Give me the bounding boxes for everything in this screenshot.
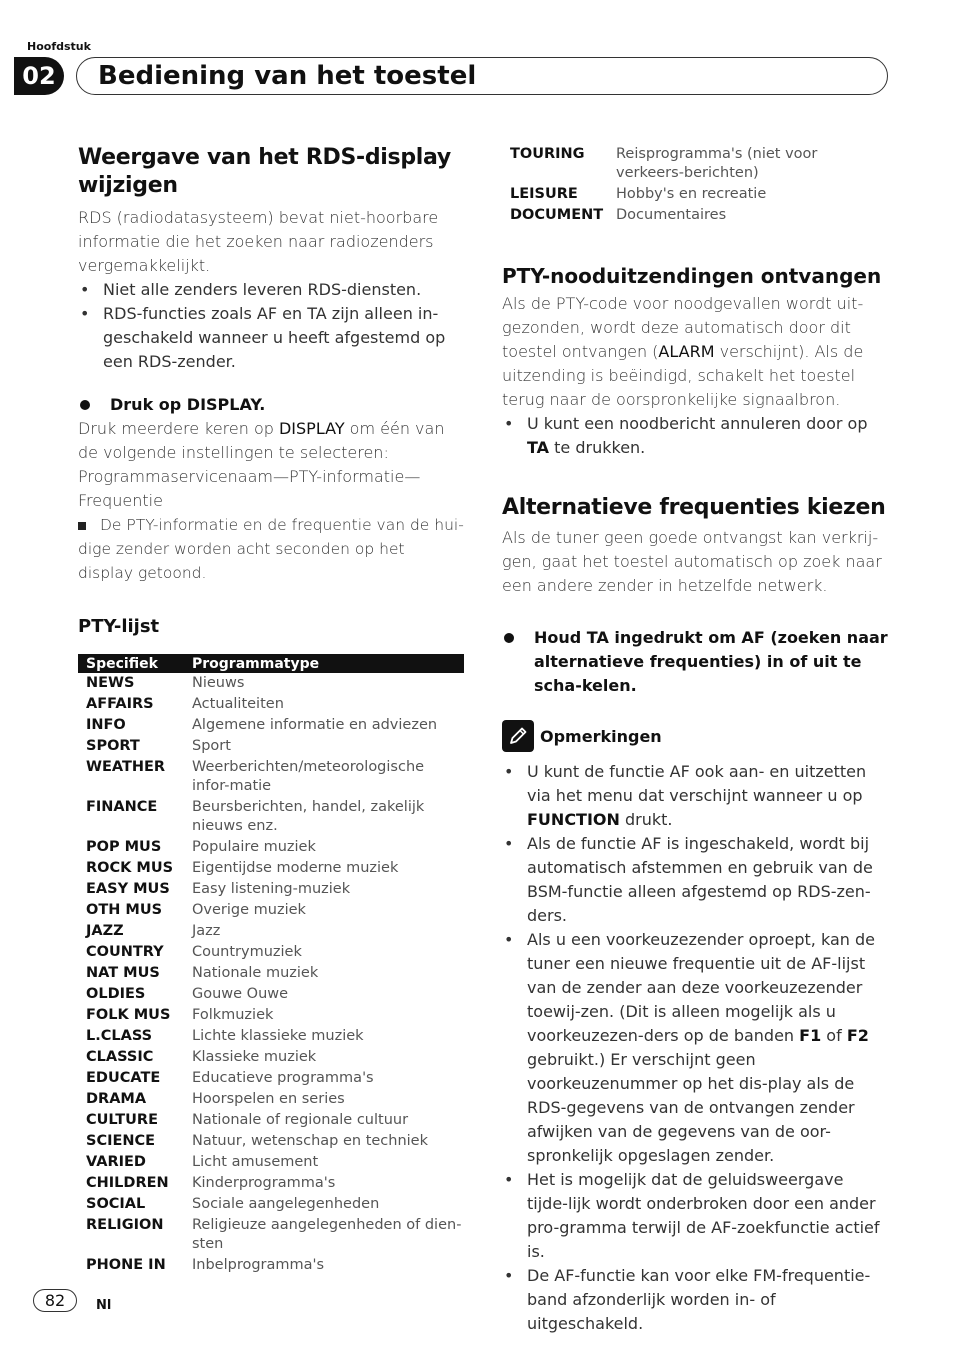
pty-description: Countrymuziek xyxy=(192,944,302,960)
bullet-icon: • xyxy=(504,1170,514,1189)
chapter-label: Hoofdstuk xyxy=(27,40,91,53)
table-row xyxy=(78,736,464,757)
pty-code: SOCIAL xyxy=(86,1196,146,1212)
pty-code: POP MUS xyxy=(86,839,162,855)
list-item: • Als de functie AF is ingeschakeld, wordt bij automatisch afstemmen en gebruik van de BSM-functie alleen afgestemd op RDS-zen-ders. xyxy=(504,834,873,925)
pty-code: WEATHER xyxy=(86,759,166,775)
bullet-icon: • xyxy=(80,280,90,299)
table-row xyxy=(78,1005,464,1026)
pty-code: JAZZ xyxy=(86,923,124,939)
section-heading-pty-alarm: PTY-nooduitzendingen ontvangen xyxy=(502,264,882,288)
table-row xyxy=(78,963,464,984)
pty-code: LEISURE xyxy=(510,186,578,202)
pty-code: FOLK MUS xyxy=(86,1007,171,1023)
table-row xyxy=(78,694,464,715)
table-header-row xyxy=(78,654,464,673)
step-press-display: Druk op DISPLAY. xyxy=(78,393,464,417)
table-row xyxy=(78,837,464,858)
table-row xyxy=(78,1089,464,1110)
pty-description: Hoorspelen en series xyxy=(192,1091,345,1107)
list-item: • U kunt de functie AF ook aan- en uitzetten via het menu dat verschijnt wanneer u op FUNCTION drukt. xyxy=(504,762,867,829)
bullet-icon: • xyxy=(504,414,514,433)
pty-code: OLDIES xyxy=(86,986,146,1002)
pty-code: COUNTRY xyxy=(86,944,164,960)
table-row xyxy=(78,1026,464,1047)
pty-code: DRAMA xyxy=(86,1091,147,1107)
notes-list xyxy=(502,760,888,1336)
bullet-icon: • xyxy=(504,762,514,781)
column-header-programmatype: Programmatype xyxy=(184,654,464,673)
section-heading-rds-display: Weergave van het RDS-display wijzigen xyxy=(78,145,451,198)
table-row xyxy=(78,1255,464,1276)
pty-description: Weerberichten/meteorologische infor-matie xyxy=(192,759,425,794)
table-row xyxy=(78,757,464,797)
pty-description: Documentaires xyxy=(616,207,727,223)
bullet-icon: • xyxy=(504,930,514,949)
list-item: • Als u een voorkeuzezender oproept, kan de tuner een nieuwe frequentie uit de AF-lijst van de zender aan deze voorkeuzezender toewij-zen. (Dit is alleen mogelijk als u voorkeuzezen-ders op de banden F1 of F2 gebruikt.) Er verschijnt geen voorkeuzenummer op het dis-play als de RDS-gegevens van de ontvangen zender afwijken van de gegevens van de oor-spronkelijk opgeslagen zender. xyxy=(504,930,875,1165)
pty-code: ROCK MUS xyxy=(86,860,174,876)
pty-description: Gouwe Ouwe xyxy=(192,986,289,1002)
table-row xyxy=(78,1131,464,1152)
pty-description: Jazz xyxy=(192,923,221,939)
pty-description: Natuur, wetenschap en techniek xyxy=(192,1133,428,1149)
pty-description: Nationale of regionale cultuur xyxy=(192,1112,409,1128)
notes-header: Opmerkingen xyxy=(502,720,888,752)
table-row xyxy=(78,1068,464,1089)
pty-description: Sport xyxy=(192,738,231,754)
table-row xyxy=(78,879,464,900)
pty-description: Populaire muziek xyxy=(192,839,316,855)
pty-description: Religieuze aangelegenheden of dien-sten xyxy=(192,1217,462,1252)
pty-description: Kinderprogramma's xyxy=(192,1175,336,1191)
pty-code: AFFAIRS xyxy=(86,696,154,712)
pty-description: Actualiteiten xyxy=(192,696,284,712)
list-item: • Het is mogelijk dat de geluidsweergave tijde-lijk wordt onderbroken door een ander pro-gramma terwijl de AF-zoekfunctie actief is. xyxy=(504,1170,880,1261)
pty-code: EDUCATE xyxy=(86,1070,161,1086)
pty-code: CHILDREN xyxy=(86,1175,169,1191)
list-item: • RDS-functies zoals AF en TA zijn alleen in-geschakeld wanneer u heeft afgestemd op een RDS-zender. xyxy=(80,304,446,371)
pty-code: VARIED xyxy=(86,1154,146,1170)
table-row xyxy=(78,921,464,942)
pty-description: Overige muziek xyxy=(192,902,306,918)
pty-code: SCIENCE xyxy=(86,1133,156,1149)
left-column xyxy=(78,142,464,1276)
pty-description: Beursberichten, handel, zakelijk nieuws enz. xyxy=(192,799,425,834)
list-item: • U kunt een noodbericht annuleren door op TA te drukken. xyxy=(504,414,868,457)
pencil-icon xyxy=(502,720,534,752)
pty-description: Hobby's en recreatie xyxy=(616,186,767,202)
table-row xyxy=(78,942,464,963)
display-note: De PTY-informatie en de frequentie van de hui-dige zender worden acht seconden op het display getoond. xyxy=(78,516,464,582)
table-row xyxy=(78,715,464,736)
right-column xyxy=(502,142,888,1336)
pty-code: INFO xyxy=(86,717,126,733)
pty-code: TOURING xyxy=(510,146,585,162)
table-row xyxy=(78,673,464,694)
pty-table-continued xyxy=(502,144,888,226)
table-row xyxy=(78,984,464,1005)
pty-description: Nieuws xyxy=(192,675,245,691)
pty-table xyxy=(78,654,464,1276)
pty-code: RELIGION xyxy=(86,1217,164,1233)
pty-description: Klassieke muziek xyxy=(192,1049,317,1065)
pty-code: NAT MUS xyxy=(86,965,160,981)
chapter-title: Bediening van het toestel xyxy=(98,61,477,91)
pty-code: SPORT xyxy=(86,738,140,754)
table-row xyxy=(502,144,888,184)
pty-description: Sociale aangelegenheden xyxy=(192,1196,380,1212)
pty-code: FINANCE xyxy=(86,799,158,815)
pty-description: Licht amusement xyxy=(192,1154,319,1170)
section-heading-af: Alternatieve frequenties kiezen xyxy=(502,495,886,520)
language-code: Nl xyxy=(96,1298,112,1313)
table-row xyxy=(78,1110,464,1131)
list-item: • De AF-functie kan voor elke FM-frequentie-band afzonderlijk worden in- of uitgeschakeld. xyxy=(504,1266,871,1333)
pty-code: OTH MUS xyxy=(86,902,163,918)
bullet-icon: • xyxy=(80,304,90,323)
page-number: 82 xyxy=(33,1289,77,1312)
pty-description: Inbelprogramma's xyxy=(192,1257,325,1273)
pty-code: CLASSIC xyxy=(86,1049,154,1065)
table-row xyxy=(78,1194,464,1215)
note-square-icon xyxy=(78,522,86,530)
table-row xyxy=(78,797,464,837)
table-row xyxy=(78,1047,464,1068)
table-row xyxy=(502,184,888,205)
table-row xyxy=(78,1215,464,1255)
chapter-number: 02 xyxy=(14,57,64,95)
step-bullet-icon xyxy=(504,633,514,643)
pty-description: Eigentijdse moderne muziek xyxy=(192,860,399,876)
alarm-description: Als de PTY-code voor noodgevallen wordt uit-gezonden, wordt deze automatisch door dit toestel ontvangen (ALARM verschijnt). Als de uitzending is beëindigd, schakelt het toestel terug naar de oorspronkelijke signaalbron. xyxy=(502,294,864,409)
table-row xyxy=(78,1173,464,1194)
af-description: Als de tuner geen goede ontvangst kan verkrij-gen, gaat het toestel automatisch op zoek naar een andere zender in hetzelfde netwerk. xyxy=(502,528,882,595)
pty-code: PHONE IN xyxy=(86,1257,166,1273)
step-bullet-icon xyxy=(80,400,90,410)
pty-description: Nationale muziek xyxy=(192,965,319,981)
pty-description: Folkmuziek xyxy=(192,1007,274,1023)
pty-description: Lichte klassieke muziek xyxy=(192,1028,364,1044)
table-row xyxy=(78,1152,464,1173)
pty-description: Easy listening-muziek xyxy=(192,881,351,897)
step-hold-ta: Houd TA ingedrukt om AF (zoeken naar alternatieve frequenties) in of uit te scha-kelen. xyxy=(502,626,888,698)
pty-description: Algemene informatie en adviezen xyxy=(192,717,438,733)
bullet-icon: • xyxy=(504,834,514,853)
pty-list-heading: PTY-lijst xyxy=(78,616,160,637)
pty-code: DOCUMENT xyxy=(510,207,604,223)
table-row xyxy=(78,858,464,879)
rds-bullets xyxy=(78,278,464,374)
bullet-icon: • xyxy=(504,1266,514,1285)
rds-intro: RDS (radiodatasysteem) bevat niet-hoorbare informatie die het zoeken naar radiozenders vergemakkelijkt. xyxy=(78,208,439,275)
pty-code: L.CLASS xyxy=(86,1028,153,1044)
table-row xyxy=(502,205,888,226)
column-header-specific: Specifiek xyxy=(78,654,184,673)
pty-code: EASY MUS xyxy=(86,881,170,897)
step-description: Druk meerdere keren op DISPLAY om één van de volgende instellingen te selecteren: Programmaservicenaam—PTY-informatie—Frequentie xyxy=(78,419,445,510)
pty-code: CULTURE xyxy=(86,1112,158,1128)
table-row xyxy=(78,900,464,921)
pty-description: Educatieve programma's xyxy=(192,1070,374,1086)
alarm-bullets xyxy=(502,412,888,460)
list-item: • Niet alle zenders leveren RDS-diensten. xyxy=(78,278,464,302)
pty-code: NEWS xyxy=(86,675,135,691)
pty-description: Reisprogramma's (niet voor verkeers-berichten) xyxy=(616,146,818,181)
